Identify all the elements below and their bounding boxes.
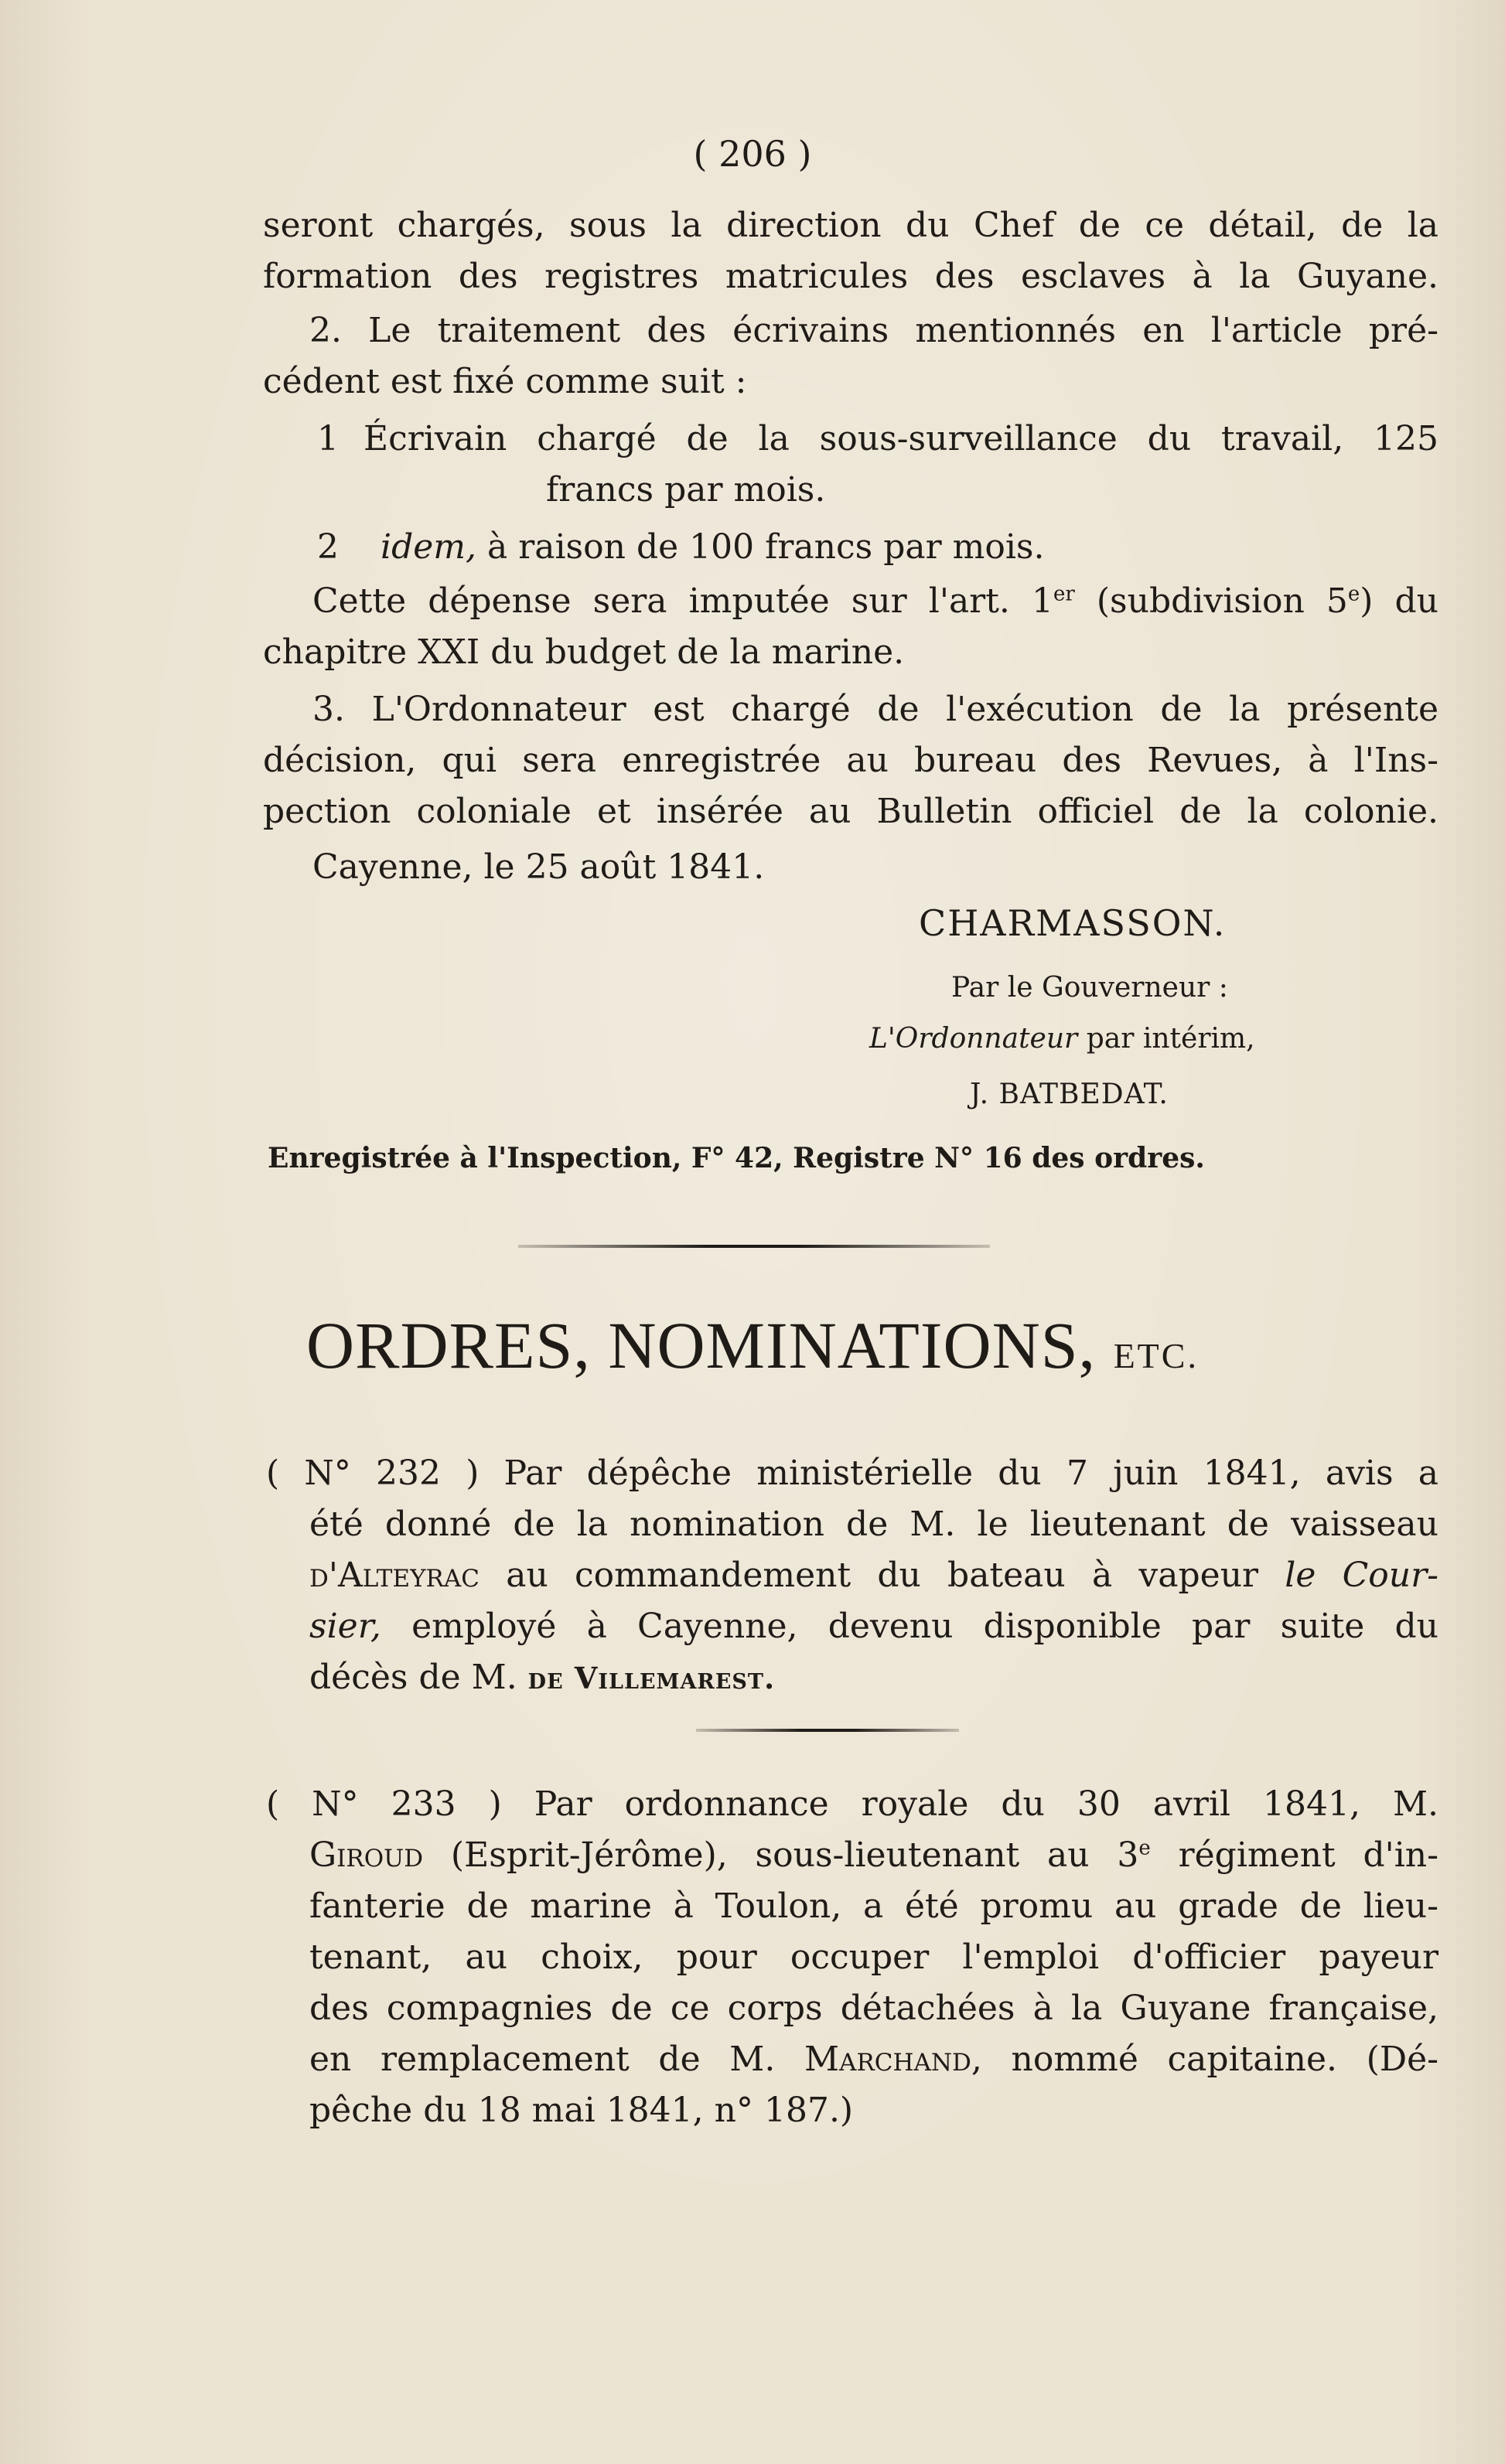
section-heading	[0, 1307, 1505, 1384]
item-text-rest: à raison de 100 francs par mois.	[487, 527, 1045, 567]
entry-232-line	[309, 1603, 1438, 1650]
article-2-line: 2. Le traitement des écrivains mentionnés en l'article pré-	[309, 311, 1438, 350]
officer-name: de Villemarest.	[527, 1661, 776, 1695]
expense-line	[312, 578, 1438, 625]
expense-text: (subdivision 5	[1074, 581, 1348, 621]
entry-232-line	[309, 1552, 1438, 1599]
entry-233-line	[309, 1832, 1438, 1879]
heading-main: ORDRES, NOMINATIONS,	[306, 1308, 1097, 1382]
entry-text: au commandement du bateau à vapeur	[479, 1556, 1285, 1595]
text-line: formation des registres matricules des esclaves à la Guyane.	[263, 257, 1438, 296]
entry-text: régiment d'in-	[1150, 1835, 1439, 1875]
page-number: ( 206 )	[693, 133, 812, 175]
expense-line: chapitre XXI du budget de la marine.	[263, 632, 905, 672]
officer-name: d'Alteyrac	[309, 1556, 480, 1595]
entry-232-line	[309, 1655, 775, 1702]
article-3-line: 3. L'Ordonnateur est chargé de l'exécution de la présente	[312, 690, 1438, 729]
item-text	[381, 524, 1044, 571]
signatory-name: CHARMASSON.	[919, 902, 1227, 944]
ship-name: le Cour-	[1285, 1556, 1438, 1595]
registry-note: Enregistrée à l'Inspection, F° 42, Registre N° 16 des ordres.	[268, 1142, 1205, 1174]
entry-233-line: ( N° 233 ) Par ordonnance royale du 30 avril 1841, M.	[266, 1784, 1438, 1824]
heading-etc: ETC.	[1113, 1336, 1199, 1375]
item-text: francs par mois.	[546, 470, 826, 509]
text-line: seront chargés, sous la direction du Chef de ce détail, de la	[263, 206, 1438, 245]
item-number: 2	[317, 527, 339, 567]
by-governor-label: Par le Gouverneur :	[951, 972, 1228, 1004]
entry-233-line: fanterie de marine à Toulon, a été promu au grade de lieu-	[309, 1886, 1438, 1926]
ordonnateur-rest: par intérim,	[1077, 1023, 1255, 1055]
superscript: e	[1138, 1836, 1151, 1860]
ordonnateur-line	[869, 1016, 1255, 1062]
entry-233-line: pêche du 18 mai 1841, n° 187.)	[309, 2091, 854, 2130]
officer-name: Marchand	[804, 2040, 971, 2079]
entry-text: (Esprit-Jérôme), sous-lieutenant au 3	[423, 1835, 1139, 1875]
article-3-line: pection coloniale et insérée au Bulletin officiel de la colonie.	[263, 792, 1438, 831]
expense-text: Cette dépense sera imputée sur l'art. 1	[312, 581, 1053, 621]
officer-name: Giroud	[309, 1835, 424, 1875]
article-3-line: décision, qui sera enregistrée au bureau des Revues, à l'Ins-	[263, 741, 1438, 780]
ordonnateur-italic: L'Ordonnateur	[869, 1023, 1078, 1055]
section-divider	[518, 1245, 990, 1248]
expense-text: ) du	[1360, 581, 1439, 621]
superscript: e	[1347, 582, 1360, 606]
entry-233-line	[309, 2036, 1438, 2083]
countersign-name: J. BATBEDAT.	[970, 1079, 1169, 1110]
entry-233-line: tenant, au choix, pour occuper l'emploi d'officier payeur	[309, 1937, 1438, 1977]
entry-232-line: été donné de la nomination de M. le lieutenant de vaisseau	[309, 1505, 1438, 1544]
item-text: Écrivain chargé de la sous-surveillance du travail, 125	[363, 419, 1438, 458]
entry-233-line: des compagnies de ce corps détachées à la Guyane française,	[309, 1989, 1438, 2028]
entry-text: décès de M.	[309, 1658, 528, 1697]
ship-name: sier,	[309, 1607, 381, 1646]
entry-232-line: ( N° 232 ) Par dépêche ministérielle du 7 juin 1841, avis a	[266, 1454, 1438, 1493]
entry-text: en remplacement de M.	[309, 2040, 804, 2079]
entry-divider	[696, 1729, 959, 1732]
entry-text: , nommé capitaine. (Dé-	[971, 2040, 1438, 2079]
entry-text: employé à Cayenne, devenu disponible par suite du	[381, 1607, 1438, 1646]
date-line: Cayenne, le 25 août 1841.	[312, 847, 765, 887]
article-2-line: cédent est fixé comme suit :	[263, 362, 747, 401]
superscript: er	[1053, 582, 1075, 606]
idem-italic: idem,	[381, 527, 476, 567]
item-number: 1	[317, 419, 339, 458]
